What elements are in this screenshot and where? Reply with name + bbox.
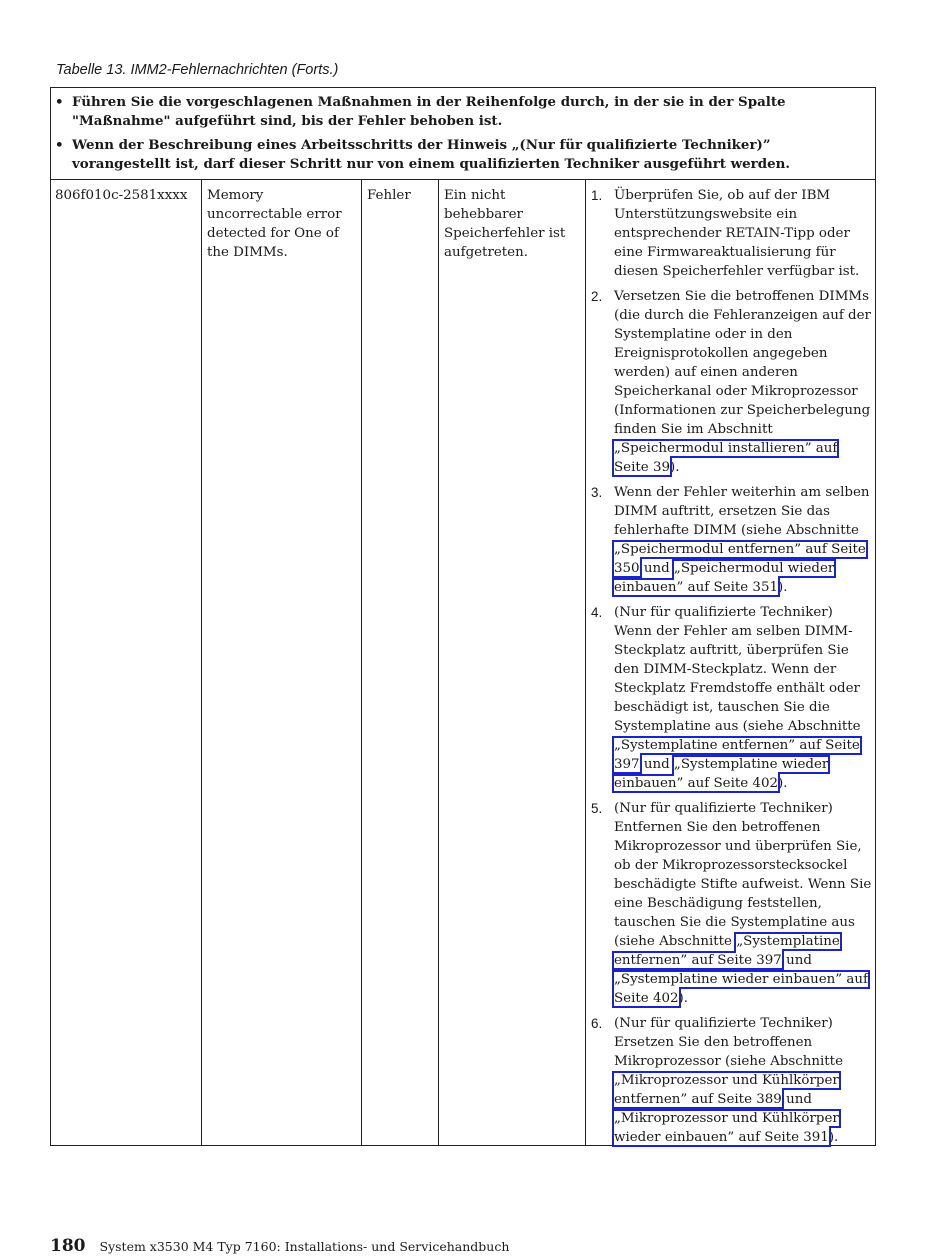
bullet-icon: •: [55, 94, 64, 110]
step-text: (Nur für qualifizierte Techniker) Ersetzen Sie den betroffenen Mikroprozessor (siehe Abschnitte: [614, 1016, 843, 1069]
step-text: ).: [828, 1130, 839, 1145]
cross-reference-link[interactable]: „Systemplatine wieder einbauen” auf Seite 402: [614, 757, 829, 791]
cross-reference-link[interactable]: „Systemplatine entfernen” auf Seite 397: [614, 934, 840, 968]
error-messages-table: [50, 87, 876, 1146]
action-step: [591, 799, 873, 1008]
step-number: 4.: [591, 605, 603, 620]
step-text: und: [781, 1092, 812, 1107]
cross-reference-link[interactable]: „Mikroprozessor und Kühlkörper entfernen” auf Seite 389: [614, 1073, 839, 1107]
step-text: und: [639, 561, 674, 576]
page-footer: [50, 1236, 509, 1256]
note-text: Wenn der Beschreibung eines Arbeitsschritts der Hinweis „(Nur für qualifizierte Techniker)” vorangestellt ist, darf dieser Schritt nur von einem qualifizierten Techniker ausgeführt werden.: [72, 137, 791, 172]
event-id-cell: 806f010c-2581xxxx: [55, 188, 188, 203]
step-text: und: [639, 757, 674, 772]
cross-reference-link[interactable]: „Speichermodul entfernen” auf Seite 350: [614, 542, 866, 576]
step-number: 1.: [591, 188, 603, 203]
action-step: [591, 287, 873, 477]
action-steps-list: [591, 186, 873, 1153]
step-number: 5.: [591, 801, 603, 816]
action-step: [591, 603, 873, 793]
step-text: (Nur für qualifizierte Techniker) Wenn der Fehler am selben DIMM-Steckplatz auftritt, überprüfen Sie den DIMM-Steckplatz. Wenn der Steckplatz Fremdstoffe enthält oder beschädigt ist, tauschen Sie die Systemplatine aus (siehe Abschnitte: [614, 605, 861, 734]
step-number: 2.: [591, 289, 603, 304]
step-text: ).: [777, 776, 788, 791]
table-notes: [51, 88, 875, 180]
cross-reference-link[interactable]: „Speichermodul installieren” auf Seite 39: [614, 441, 838, 475]
note-item: [55, 93, 870, 130]
cross-reference-link[interactable]: „Speichermodul wieder einbauen” auf Seite 351: [614, 561, 835, 595]
page-number: 180: [50, 1236, 86, 1256]
table-caption: Tabelle 13. IMM2-Fehlernachrichten (Forts.): [56, 62, 339, 78]
step-number: 6.: [591, 1016, 603, 1031]
cross-reference-link[interactable]: „Systemplatine wieder einbauen” auf Seite 402: [614, 972, 868, 1006]
column-divider: [201, 180, 202, 1145]
step-text: (Nur für qualifizierte Techniker) Entfernen Sie den betroffenen Mikroprozessor und überprüfen Sie, ob der Mikroprozessorstecksockel beschädigte Stifte aufweist. Wenn Sie eine Beschädigung feststellen, tauschen Sie die Systemplatine aus (siehe Abschnitte: [614, 801, 872, 949]
step-text: Versetzen Sie die betroffenen DIMMs (die durch die Fehleranzeigen auf der Systemplatine oder in den Ereignisprotokollen angegeben werden) auf einen anderen Speicherkanal oder Mikroprozessor (Informationen zur Speicherbelegung finden Sie im Abschnitt: [614, 289, 871, 437]
severity-cell: Fehler: [367, 188, 411, 203]
message-cell: Memory uncorrectable error detected for One of the DIMMs.: [207, 188, 342, 260]
step-number: 3.: [591, 485, 603, 500]
step-text: ).: [777, 580, 788, 595]
step-text: Wenn der Fehler weiterhin am selben DIMM auftritt, ersetzen Sie das fehlerhafte DIMM (siehe Abschnitte: [614, 485, 870, 538]
description-cell: Ein nicht behebbarer Speicherfehler ist aufgetreten.: [444, 188, 566, 260]
bullet-icon: •: [55, 137, 64, 153]
column-divider: [361, 180, 362, 1145]
step-text: ).: [678, 991, 688, 1006]
note-text: Führen Sie die vorgeschlagenen Maßnahmen in der Reihenfolge durch, in der sie in der Spalte "Maßnahme" aufgeführt sind, bis der Fehler behoben ist.: [72, 94, 786, 129]
action-step: [591, 483, 873, 597]
step-text: ).: [669, 460, 680, 475]
footer-title: System x3530 M4 Typ 7160: Installations- und Servicehandbuch: [99, 1239, 510, 1254]
note-item: [55, 136, 870, 173]
step-text: Überprüfen Sie, ob auf der IBM Unterstützungswebsite ein entsprechender RETAIN-Tipp oder eine Firmwareaktualisierung für diesen Speicherfehler verfügbar ist.: [614, 188, 860, 279]
cross-reference-link[interactable]: „Mikroprozessor und Kühlkörper wieder einbauen” auf Seite 391: [614, 1111, 839, 1145]
cross-reference-link[interactable]: „Systemplatine entfernen” auf Seite 397: [614, 738, 860, 772]
action-step: [591, 186, 873, 281]
column-divider: [438, 180, 439, 1145]
action-step: [591, 1014, 873, 1147]
column-divider: [585, 180, 586, 1145]
step-text: und: [781, 953, 812, 968]
